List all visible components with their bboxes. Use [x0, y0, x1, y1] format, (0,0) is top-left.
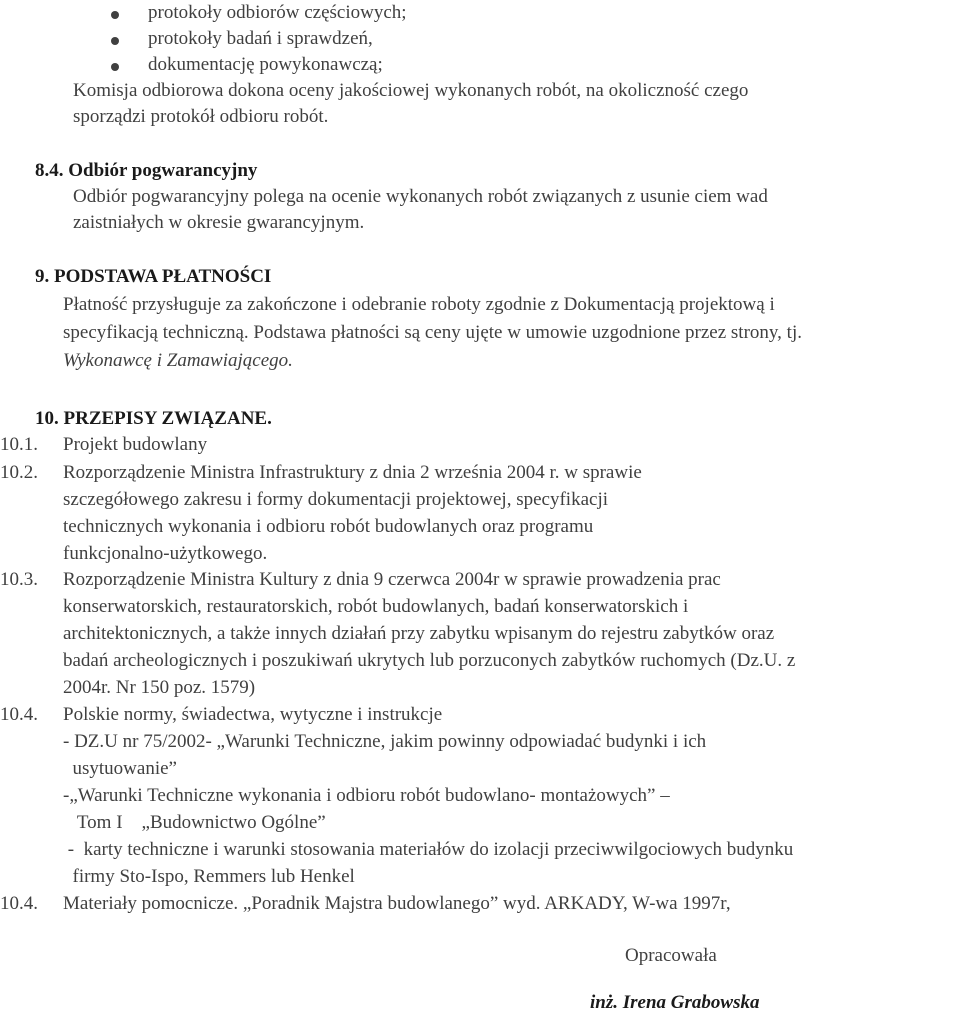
bullet-dot [111, 37, 119, 45]
item-number: 10.1. [0, 434, 38, 455]
commission-line: Komisja odbiorowa dokona oceny jakościowej wykonanych robót, na okoliczność czego [73, 80, 749, 101]
item-line: konserwatorskich, restauratorskich, robót budowlanych, badań konserwatorskich i [63, 596, 689, 617]
item-line: Tom I „Budownictwo Ogólne” [63, 812, 326, 833]
section-8-4-line: Odbiór pogwarancyjny polega na ocenie wykonanych robót związanych z usunie ciem wad [73, 186, 768, 207]
section-9-heading: 9. PODSTAWA PŁATNOŚCI [35, 266, 272, 287]
item-line: Rozporządzenie Ministra Kultury z dnia 9 czerwca 2004r w sprawie prowadzenia prac [63, 569, 721, 590]
item-line: architektonicznych, a także innych działań przy zabytku wpisanym do rejestru zabytków oraz [63, 623, 775, 644]
item-line: szczegółowego zakresu i formy dokumentacji projektowej, specyfikacji [63, 489, 608, 510]
item-line: Rozporządzenie Ministra Infrastruktury z dnia 2 września 2004 r. w sprawie [63, 462, 642, 483]
signature-label: Opracowała [625, 945, 717, 966]
item-line: Materiały pomocnicze. „Poradnik Majstra budowlanego” wyd. ARKADY, W-wa 1997r, [63, 893, 731, 914]
section-8-4-heading: 8.4. Odbiór pogwarancyjny [35, 160, 258, 181]
bullet-dot [111, 63, 119, 71]
item-line: 2004r. Nr 150 poz. 1579) [63, 677, 256, 698]
section-9-line: Płatność przysługuje za zakończone i odebranie roboty zgodnie z Dokumentacją projektową i [63, 294, 775, 315]
signature-name: inż. Irena Grabowska [590, 992, 760, 1013]
bullet-dot [111, 11, 119, 19]
item-number: 10.4. [0, 704, 38, 725]
commission-line: sporządzi protokół odbioru robót. [73, 106, 329, 127]
section-10-heading: 10. PRZEPISY ZWIĄZANE. [35, 408, 272, 429]
item-line: firmy Sto-Ispo, Remmers lub Henkel [63, 866, 355, 887]
item-number: 10.4. [0, 893, 38, 914]
item-line: badań archeologicznych i poszukiwań ukrytych lub porzuconych zabytków ruchomych (Dz.U. z [63, 650, 796, 671]
item-line: - karty techniczne i warunki stosowania materiałów do izolacji przeciwwilgociowych budynku [63, 839, 794, 860]
item-number: 10.3. [0, 569, 38, 590]
item-line: -„Warunki Techniczne wykonania i odbioru robót budowlano- montażowych” – [63, 785, 670, 806]
item-number: 10.2. [0, 462, 38, 483]
item-line: Polskie normy, świadectwa, wytyczne i instrukcje [63, 704, 443, 725]
item-line: usytuowanie” [63, 758, 177, 779]
item-line: technicznych wykonania i odbioru robót budowlanych oraz programu [63, 516, 594, 537]
bullet-item: protokoły odbiorów częściowych; [148, 2, 407, 23]
section-9-line: Wykonawcę i Zamawiającego. [63, 350, 293, 371]
item-line: - DZ.U nr 75/2002- „Warunki Techniczne, jakim powinny odpowiadać budynki i ich [63, 731, 707, 752]
section-8-4-line: zaistniałych w okresie gwarancyjnym. [73, 212, 365, 233]
bullet-item: dokumentację powykonawczą; [148, 54, 383, 75]
item-line: Projekt budowlany [63, 434, 208, 455]
bullet-item: protokoły badań i sprawdzeń, [148, 28, 373, 49]
item-line: funkcjonalno-użytkowego. [63, 543, 268, 564]
section-9-line: specyfikacją techniczną. Podstawa płatności są ceny ujęte w umowie uzgodnione przez strony, tj. [63, 322, 802, 343]
